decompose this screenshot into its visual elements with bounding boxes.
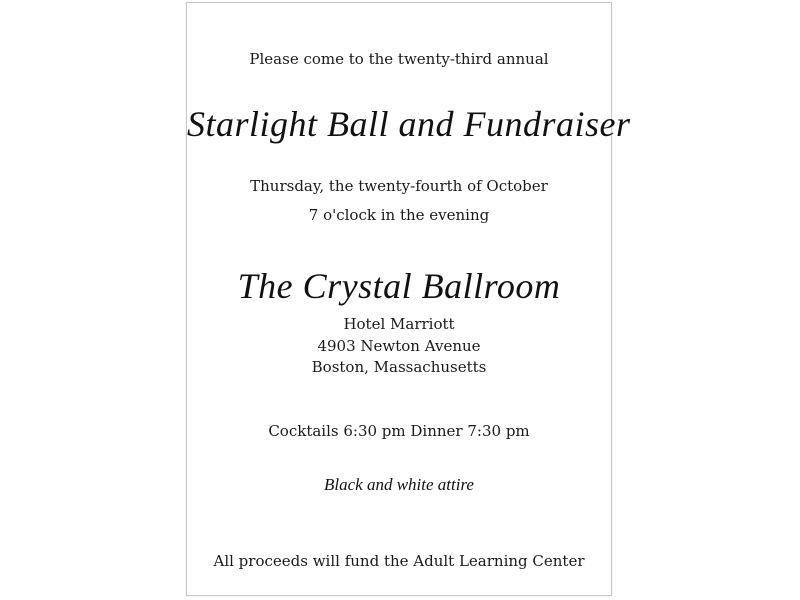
venue-street: 4903 Newton Avenue (317, 337, 481, 355)
event-title: Starlight Ball and Fundraiser (187, 104, 631, 144)
venue-hotel: Hotel Marriott (343, 315, 455, 333)
invitation-card (186, 2, 631, 596)
proceeds-text: All proceeds will fund the Adult Learning Center (213, 552, 585, 570)
event-time: 7 o'clock in the evening (308, 206, 490, 224)
event-date: Thursday, the twenty-fourth of October (250, 177, 548, 195)
venue-name: The Crystal Ballroom (237, 266, 561, 306)
intro-text: Please come to the twenty-third annual (249, 50, 549, 68)
attire-text: Black and white attire (324, 475, 474, 494)
venue-city: Boston, Massachusetts (311, 358, 487, 376)
schedule-text: Cocktails 6:30 pm Dinner 7:30 pm (268, 422, 530, 440)
